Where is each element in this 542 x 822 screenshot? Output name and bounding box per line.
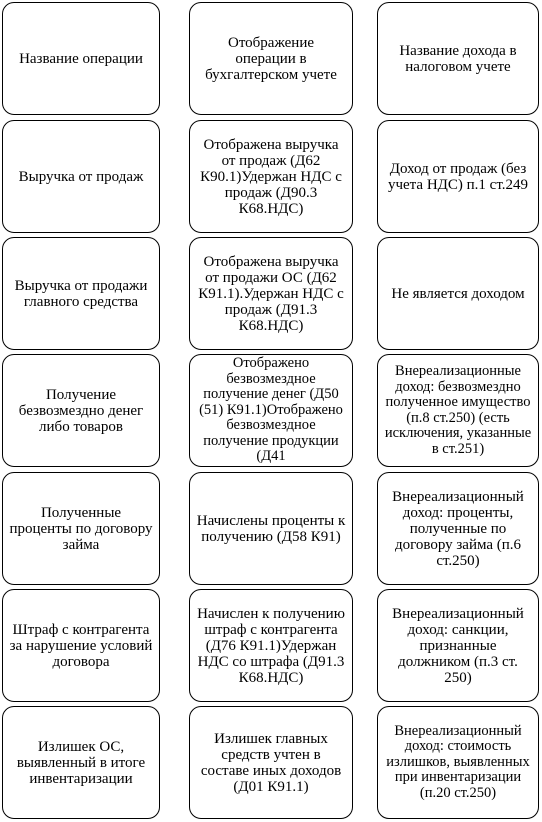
diagram-row-header (0, 2, 542, 115)
operation-name-box (2, 120, 160, 233)
diagram-row-sales (0, 120, 542, 233)
operation-name-text: Выручка от продажи главного средства (14, 277, 148, 310)
operation-name-box (2, 706, 160, 819)
accounting-display-box (189, 237, 353, 350)
operation-name-box (2, 589, 160, 702)
operation-name-text: Выручка от продаж (18, 168, 144, 185)
accounting-display-box (189, 2, 353, 115)
operation-name-box (2, 354, 160, 467)
accounting-display-text: Отображение операции в бухгалтерском учете (205, 34, 337, 83)
tax-income-text: Внереализационный доход: стоимость излишков, выявленных при инвентаризации (п.20 ст.250) (386, 722, 530, 801)
accounting-display-box (189, 120, 353, 233)
tax-income-box (377, 2, 539, 115)
accounting-display-box (189, 472, 353, 585)
diagram-row-penalty (0, 589, 542, 702)
tax-income-text: Название дохода в налоговом учете (399, 42, 517, 75)
accounting-display-text: Начислен к получению штраф с контрагента (Д76 К91.1)Удержан НДС со штрафа (Д91.3 К68.НДС) (197, 605, 345, 686)
accounting-display-text: Отображена выручка от продаж (Д62 К90.1)Удержан НДС с продаж (Д90.3 К68.НДС) (200, 136, 342, 217)
tax-income-box (377, 237, 539, 350)
accounting-display-box (189, 354, 353, 467)
accounting-display-text: Отображено безвозмездное получение денег (Д50 (51) К91.1)Отображено безвозмездное получение продукции (Д41 (199, 355, 343, 465)
tax-income-box (377, 589, 539, 702)
accounting-display-box (189, 589, 353, 702)
accounting-display-box (189, 706, 353, 819)
diagram-row-loan-interest (0, 472, 542, 585)
tax-income-text: Не является доходом (391, 285, 525, 302)
tax-income-box (377, 706, 539, 819)
diagram-row-inventory-surplus (0, 706, 542, 819)
tax-income-box (377, 120, 539, 233)
operation-name-text: Получение безвозмездно денег либо товаров (18, 386, 144, 435)
tax-income-text: Внереализационный доход: санкции, признанные должником (п.3 ст. 250) (392, 605, 524, 686)
diagram-row-fixed-asset-sale (0, 237, 542, 350)
operation-name-text: Штраф с контрагента за нарушение условий договора (9, 621, 153, 670)
accounting-display-text: Отображена выручка от продажи ОС (Д62 К91.1).Удержан НДС с продаж (Д91.3 К68.НДС) (198, 253, 344, 334)
tax-income-text: Внереализационные доход: безвозмездно полученное имущество (п.8 ст.250) (есть исключения, указанные в ст.251) (384, 363, 532, 457)
operation-name-text: Название операции (19, 50, 143, 67)
tax-income-box (377, 472, 539, 585)
operation-name-box (2, 472, 160, 585)
tax-income-text: Внереализационный доход: проценты, полученные по договору займа (п.6 ст.250) (392, 488, 524, 569)
accounting-display-text: Излишек главных средств учтен в составе иных доходов (Д01 К91.1) (200, 730, 342, 795)
diagram-row-gratuitous-receipt (0, 354, 542, 467)
accounting-display-text: Начислены проценты к получению (Д58 К91) (196, 512, 346, 545)
operation-name-text: Полученные проценты по договору займа (9, 504, 153, 553)
operation-name-box (2, 2, 160, 115)
tax-income-text: Доход от продаж (без учета НДС) п.1 ст.249 (387, 160, 529, 193)
operation-name-box (2, 237, 160, 350)
tax-income-box (377, 354, 539, 467)
operation-name-text: Излишек ОС, выявленный в итоге инвентаризации (16, 738, 146, 787)
